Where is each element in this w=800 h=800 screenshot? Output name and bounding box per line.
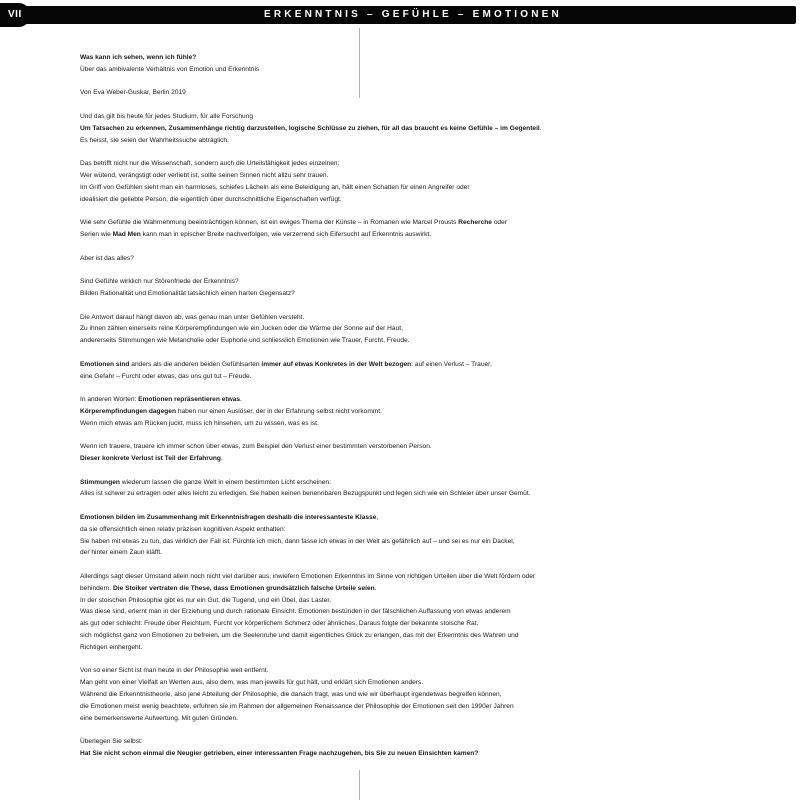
article-subtitle: Über das ambivalente Verhältnis von Emotion und Erkenntnis <box>80 65 260 73</box>
article-body <box>80 52 700 772</box>
article-title: Was kann ich sehen, wenn ich fühle? <box>80 54 197 61</box>
fold-mark-bottom <box>359 770 360 800</box>
paragraph-7: Emotionen sind anders als die anderen beiden Gefühlsarten immer auf etwas Konkretes in der Welt bezogen: auf einen Verlust – Trauer, eine Gefahr – Furcht oder etwas, das uns gut tut – Freude. <box>80 360 492 380</box>
paragraph-14: Überlegen Sie selbst: Hat Sie nicht schon einmal die Neugier getrieben, einer interessanten Frage nachzugehen, bis Sie zu neuen Einsichten kamen? <box>80 738 479 758</box>
paragraph-12: Allerdings sagt dieser Umstand allein noch nicht viel darüber aus, inwiefern Emotionen Erkenntnis im Sinne von richtigen Urteilen über die Welt fördern oder behindern. Die Stoiker vertraten die These, dass Emotionen grundsätzlich falsche Urteile seien. In der stoischen Philosophie gibt es nur ein Gut, die Tugend, und ein Übel, das Laster. Was diese sind, erlernt man in der Erziehung und durch rationale Einsicht. Emotionen bestünden in der fälschlichen Auffassung von etwas anderem als gut oder schlecht: Freude über Reichtum, Furcht vor körperlichem Schmerz oder ähnliches. Daraus folgte der bekannte stoische Rat, sich möglichst ganz von Emotionen zu befreien, um die Seelenruhe und damit eigentliches Glück zu erlangen, das mit der Erkenntnis des Wahren und Richtigen einhergeht. <box>80 573 536 651</box>
paragraph-5: Sind Gefühle wirklich nur Störenfriede der Erkenntnis? Bilden Rationalität und Emotionalität tatsächlich einen harten Gegensatz? <box>80 278 295 297</box>
header-bar <box>0 0 800 28</box>
paragraph-13: Von so einer Sicht ist man heute in der Philosophie weit entfernt. Man geht von einer Vielfalt an Werten aus, also dem, was man jeweils für gut hält, und erklärt sich Emotionen anders. Während die Erkenntnistheorie, also jene Abteilung der Philosophie, die danach fragt, was und wie wir überhaupt irgendetwas begreifen können, die Emotionen meist wenig beachtete, erfuhren sie im Rahmen der allgemeinen Renaissance der Philosophie der Emotionen seit den 1990er Jahren eine bemerkenswerte Aufwertung. Mit guten Gründen. <box>80 667 514 722</box>
header-title: ERKENNTNIS – GEFÜHLE – EMOTIONEN <box>264 9 562 20</box>
article-byline: Von Eva Weber-Guskar, Berlin 2019 <box>80 89 186 97</box>
page-number: VII <box>0 3 30 27</box>
paragraph-2: Das betrifft nicht nur die Wissenschaft, sondern auch die Urteilsfähigkeit jedes einzelnen: Wer wütend, verängstigt oder verliebt ist, sollte seinen Sinnen nicht allzu sehr trauen. Im Griff von Gefühlen sieht man ein harmloses, schiefes Lächeln als eine Beleidigung an, hält einen Schatten für einen Angreifer oder idealisiert die geliebte Person, die eigentlich über durchschnittliche Eigenschaften verfügt. <box>80 160 470 203</box>
paragraph-6: Die Antwort darauf hängt davon ab, was genau man unter Gefühlen versteht. Zu ihnen zählen einerseits reine Körperempfindungen wie ein Jucken oder die Wärme der Sonne auf der Haut, andererseits Stimmungen wie Melancholie oder Euphorie und schliesslich Emotionen wie Trauer, Furcht, Freude. <box>80 313 410 345</box>
paragraph-9: Wenn ich trauere, trauere ich immer schon über etwas, zum Beispiel den Verlust einer bestimmten verstorbenen Person. Dieser konkrete Verlust ist Teil der Erfahrung. <box>80 443 432 463</box>
paragraph-3: Wie sehr Gefühle die Wahrnehmung beeinträchtigen können, ist ein ewiges Thema der Künste – in Romanen wie Marcel Prousts Recherche oder Serien wie Mad Men kann man in epischer Breite nachverfolgen, wie verzerrend sich Eifersucht auf Erkenntnis auswirkt. <box>80 219 508 238</box>
article-heading <box>80 52 700 76</box>
paragraph-4: Aber ist das alles? <box>80 254 134 262</box>
paragraph-11: Emotionen bilden im Zusammenhang mit Erkenntnisfragen deshalb die interessanteste Klasse, da sie offensichtlich einen relativ präzisen kognitiven Aspekt enthalten: Sie haben mit etwas zu tun, das wirklich der Fall ist: Fürchte ich mich, dann fasse ich etwas in der Welt als gefährlich auf – und sei es nur ein Dackel, der hinter einem Zaun kläfft. <box>80 514 515 557</box>
paragraph-1: Und das gilt bis heute für jedes Studium, für alle Forschung Um Tatsachen zu erkennen, Zusammenhänge richtig darzustellen, logische Schlüsse zu ziehen, für all das braucht es keine Gefühle – im Gegenteil. Es heisst, sie seien der Wahrheitssuche abträglich. <box>80 112 542 144</box>
paragraph-8: In anderen Worten: Emotionen repräsentieren etwas. Körperempfindungen dagegen haben nur einen Auslöser, der in der Erfahrung selbst nicht vorkommt. Wenn mich etwas am Rücken juckt, muss ich hinsehen, um zu wissen, was es ist. <box>80 396 382 427</box>
paragraph-10: Stimmungen wiederum lassen die ganze Welt in einem bestimmten Licht erscheinen: Alles ist schwer zu ertragen oder alles leicht zu erledigen. Sie haben keinen benennbaren Bezugspunkt und legen sich wie ein Schleier über unser Gemüt. <box>80 478 531 498</box>
